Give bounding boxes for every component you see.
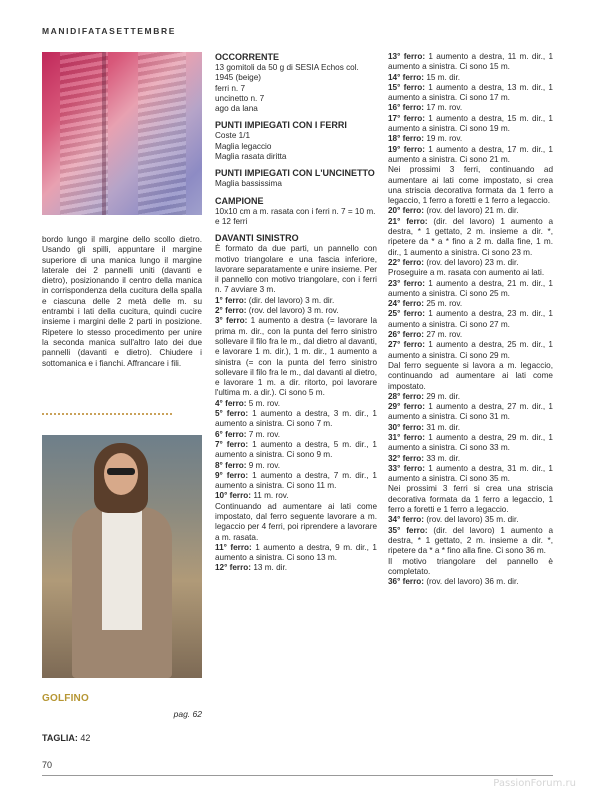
- sunglasses-shape: [107, 468, 135, 475]
- row-text: 1 aumento a destra, 13 m. dir., 1 aumento a sinistra. Ci sono 17 m.: [388, 82, 553, 103]
- row-label: 17° ferro:: [388, 113, 426, 123]
- row-text: 1 aumento a destra, 7 m. dir., 1 aumento a sinistra. Ci sono 11 m.: [215, 470, 377, 491]
- row-text: Dal ferro seguente si lavora a m. legaccio, continuando ad aumentare ai lati come impostato.: [388, 360, 553, 391]
- row-label: 33° ferro:: [388, 463, 426, 473]
- row-text: Nei prossimi 3 ferri si crea una striscia decorativa formata da 1 ferro a legaccio, 1 ferro a foretti e 1 ferro a legaccio.: [388, 484, 553, 515]
- instruction-row: [388, 515, 553, 525]
- row-text: 1 aumento a destra, 3 m. dir., 1 aumento a sinistra. Ci sono 7 m.: [215, 409, 377, 429]
- instruction-row: [215, 440, 377, 461]
- row-text: (rov. del lavoro) 36 m. dir.: [424, 577, 519, 587]
- row-label: 15° ferro:: [388, 82, 426, 92]
- row-text: (rov. del lavoro) 35 m. dir.: [424, 515, 519, 525]
- instruction-row: [215, 316, 377, 398]
- row-label: 5° ferro:: [215, 409, 249, 419]
- row-text: 13 m. dir.: [251, 563, 287, 573]
- instruction-row: [388, 279, 553, 300]
- instruction-row: [388, 577, 553, 587]
- row-text: 17 m. rov.: [424, 103, 463, 113]
- row-label: 30° ferro:: [388, 422, 425, 432]
- instruction-row: [388, 402, 553, 423]
- product-page-ref: pag. 62: [173, 709, 202, 719]
- row-label: 11° ferro:: [215, 542, 252, 552]
- instruction-row: [388, 103, 553, 113]
- row-text: (dir. del lavoro) 1 aumento a destra, * 1 gettato, 2 m. insieme a dir. *, ripetere da * a * fino a 2 m. dalla fine, 1 m. dir., 1 aumento a sinistra. Ci sono 23 m.: [388, 216, 553, 257]
- cable-pattern-right: [138, 52, 186, 215]
- instruction-row: [388, 454, 553, 464]
- row-label: 18° ferro:: [388, 134, 425, 144]
- row-label: 12° ferro:: [215, 563, 252, 573]
- row-text: 1 aumento a destra, 27 m. dir., 1 aumento a sinistra. Ci sono 31 m.: [388, 402, 553, 422]
- campione-text: 10x10 cm a m. rasata con i ferri n. 7 = 10 m. e 12 ferri: [215, 206, 376, 226]
- assembly-instructions: bordo lungo il margine dello scollo dietro. Usando gli spilli, appuntare il margine superiore di una manica lungo il margine laterale dei 2 pannelli uniti (davanti e dietro), posizionando il centro della manica in corrispondenza della cucitura della spalla e ciascuna delle 2 metà delle m. su entrambi i lati della cucitura, quindi cucire insieme i margini delle 2 parti in posizione. Ripetere lo stesso procedimento per unire la seconda manica sull'altro lato dei due pannelli (davanti e dietro). Chiudere i sottomanica e i fianchi. Affrancare i fili.: [42, 235, 202, 368]
- instruction-row: [388, 165, 553, 206]
- row-text: 19 m. rov.: [424, 134, 463, 144]
- instruction-row: [388, 299, 553, 309]
- dotted-divider: [42, 413, 172, 415]
- row-text: 5 m. rov.: [246, 398, 280, 408]
- davanti-intro: È formato da due parti, un pannello con motivo triangolare e una fascia inferiore, lavorare separatamente e unire insieme. Per il pannello con motivo triangolare, con i ferri n. 7 avviare 3 m.: [215, 244, 377, 295]
- section-title-occorrente: OCCORRENTE: [215, 52, 280, 62]
- instruction-row: [388, 464, 553, 485]
- row-text: (rov. del lavoro) 23 m. dir.: [424, 257, 519, 267]
- punti-ferri-line: Coste 1/1: [215, 131, 251, 141]
- row-label: 22° ferro:: [388, 257, 425, 267]
- shirt-inner-shape: [102, 510, 142, 630]
- row-text: Proseguire a m. rasata con aumento ai lati.: [388, 268, 545, 278]
- row-label: 34° ferro:: [388, 515, 425, 525]
- row-label: 36° ferro:: [388, 577, 425, 587]
- row-text: 1 aumento a destra, 21 m. dir., 1 aumento a sinistra. Ci sono 25 m.: [388, 278, 553, 298]
- instruction-row: [215, 471, 377, 492]
- size-label: TAGLIA:: [42, 733, 78, 743]
- row-text: 7 m. rov.: [246, 429, 280, 439]
- row-label: 10° ferro:: [215, 491, 252, 501]
- instruction-row: [388, 206, 553, 216]
- row-text: 1 aumento a destra, 17 m. dir., 1 aumento a sinistra. Ci sono 21 m.: [388, 144, 553, 164]
- section-title-punti-uncinetto: PUNTI IMPIEGATI CON L'UNCINETTO: [215, 168, 375, 179]
- instruction-row: [388, 433, 553, 454]
- col3-row-list: [388, 52, 553, 587]
- row-label: 31° ferro:: [388, 432, 426, 442]
- section-title-davanti: DAVANTI SINISTRO: [215, 233, 299, 244]
- row-label: 29° ferro:: [388, 402, 426, 412]
- row-text: 1 aumento a destra, 15 m. dir., 1 aumento a sinistra. Ci sono 19 m.: [388, 113, 553, 134]
- instruction-row: [388, 52, 553, 73]
- instruction-row: [388, 258, 553, 268]
- row-label: 6° ferro:: [215, 429, 247, 439]
- instruction-row: [215, 502, 377, 543]
- row-text: 15 m. dir.: [424, 72, 460, 82]
- instruction-row: [388, 268, 553, 278]
- row-label: 32° ferro:: [388, 453, 425, 463]
- punti-ferri-line: Maglia legaccio: [215, 141, 272, 151]
- size-value: 42: [80, 733, 91, 743]
- row-text: Continuando ad aumentare ai lati come impostato, dal ferro seguente lavorare a m. legaccio per 4 ferri, poi riprendere a lavorare a m. rasata.: [215, 501, 377, 542]
- row-text: 9 m. rov.: [246, 460, 280, 470]
- row-text: Il motivo triangolare del pannello è completato.: [388, 556, 553, 576]
- instruction-row: [215, 409, 377, 430]
- row-label: 13° ferro:: [388, 52, 426, 61]
- instruction-row: [388, 361, 553, 392]
- row-label: 21° ferro:: [388, 216, 428, 226]
- instruction-row: [215, 461, 377, 471]
- row-text: (rov. del lavoro) 3 m. rov.: [246, 306, 339, 316]
- footer-rule: [42, 775, 553, 776]
- row-text: 33 m. dir.: [424, 453, 460, 463]
- row-text: (rov. del lavoro) 21 m. dir.: [424, 206, 519, 216]
- row-label: 23° ferro:: [388, 278, 426, 288]
- row-label: 4° ferro:: [215, 398, 247, 408]
- occorrente-line: uncinetto n. 7: [215, 93, 265, 103]
- row-label: 35° ferro:: [388, 525, 428, 535]
- knit-detail-photo: [42, 52, 202, 215]
- row-label: 19° ferro:: [388, 144, 426, 154]
- col2-row-list: [215, 296, 377, 574]
- row-label: 14° ferro:: [388, 72, 425, 82]
- magazine-month: SETTEMBRE: [109, 26, 176, 36]
- row-text: 1 aumento a destra (= lavorare la prima m. dir., con la punta del ferro sinistro sollevare il filo fra le m., dal dietro al davanti, e lavorare 1 m. dir.), 1 m. dir., 1 aumento a sinistra (= con la punta del ferro sinistro sollevare il filo fra le m., dal davanti al dietro, e lavorare 1 m. a dir. ritorto, poi lavorare l'ultima m. a dir.). Ci sono 5 m.: [215, 316, 378, 398]
- page-number: 70: [42, 760, 53, 770]
- section-title-punti-ferri: PUNTI IMPIEGATI CON I FERRI: [215, 120, 347, 131]
- product-size: [42, 733, 90, 743]
- instruction-row: [215, 491, 377, 501]
- row-text: 11 m. rov.: [251, 491, 289, 501]
- row-label: 8° ferro:: [215, 460, 247, 470]
- magazine-header: [42, 26, 176, 36]
- row-label: 26° ferro:: [388, 330, 425, 340]
- row-text: 1 aumento a destra, 23 m. dir., 1 aumento a sinistra. Ci sono 27 m.: [388, 309, 553, 329]
- punti-ferri-line: Maglia rasata diritta: [215, 152, 287, 162]
- row-text: 1 aumento a destra, 25 m. dir., 1 aumento a sinistra. Ci sono 29 m.: [388, 340, 553, 360]
- row-text: (dir. del lavoro) 3 m. dir.: [246, 295, 335, 305]
- row-label: 25° ferro:: [388, 309, 426, 319]
- row-text: (dir. del lavoro) 1 aumento a destra, * 1 gettato, 2 m. insieme a dir. *, ripetere da * a * fino alla fine. Ci sono 36 m.: [388, 525, 553, 556]
- row-text: 31 m. dir.: [424, 422, 460, 432]
- occorrente-line: ago da lana: [215, 104, 258, 114]
- occorrente-line: ferri n. 7: [215, 83, 246, 93]
- instruction-row: [215, 399, 377, 409]
- row-label: 9° ferro:: [215, 470, 249, 480]
- instruction-row: [215, 543, 377, 564]
- row-text: 1 aumento a destra, 29 m. dir., 1 aumento a sinistra. Ci sono 33 m.: [388, 432, 553, 453]
- row-label: 1° ferro:: [215, 295, 247, 305]
- row-label: 28° ferro:: [388, 391, 425, 401]
- instruction-row: [215, 296, 377, 306]
- rows-column: [388, 52, 553, 587]
- instruction-row: [388, 423, 553, 433]
- instruction-row: [388, 526, 553, 557]
- row-text: Nei prossimi 3 ferri, continuando ad aumentare ai lati come impostato, si crea una striscia decorativa formata da 1 ferro a legaccio, 1 ferro a foretti e 1 ferro a legaccio.: [388, 165, 553, 206]
- instruction-row: [388, 73, 553, 83]
- instruction-row: [388, 484, 553, 515]
- occorrente-line: 13 gomitoli da 50 g di SESIA Echos col. 1945 (beige): [215, 63, 359, 83]
- instruction-row: [388, 114, 553, 135]
- row-text: 25 m. rov.: [424, 299, 463, 309]
- row-label: 20° ferro:: [388, 206, 425, 216]
- instruction-row: [388, 330, 553, 340]
- punti-uncinetto-line: Maglia bassissima: [215, 179, 282, 189]
- instruction-row: [388, 557, 553, 578]
- row-text: 29 m. dir.: [424, 391, 460, 401]
- watermark: PassionForum.ru: [493, 778, 576, 789]
- instruction-row: [388, 83, 553, 104]
- product-name: GOLFINO: [42, 693, 89, 704]
- row-label: 24° ferro:: [388, 299, 425, 309]
- row-label: 7° ferro:: [215, 439, 249, 449]
- instruction-row: [388, 217, 553, 258]
- instruction-row: [388, 134, 553, 144]
- instruction-row: [215, 430, 377, 440]
- row-text: 1 aumento a destra, 5 m. dir., 1 aumento a sinistra. Ci sono 9 m.: [215, 439, 377, 460]
- model-photo: [42, 435, 202, 678]
- row-label: 27° ferro:: [388, 340, 426, 350]
- row-text: 1 aumento a destra, 9 m. dir., 1 aumento a sinistra. Ci sono 13 m.: [215, 542, 377, 563]
- section-title-campione: CAMPIONE: [215, 195, 264, 206]
- row-text: 1 aumento a destra, 31 m. dir., 1 aumento a sinistra. Ci sono 35 m.: [388, 463, 553, 484]
- cable-pattern-left: [60, 52, 108, 215]
- row-label: 3° ferro:: [215, 316, 248, 326]
- row-label: 16° ferro:: [388, 103, 425, 113]
- knit-seam: [102, 52, 106, 215]
- magazine-name: MANIDIFATA: [42, 26, 110, 36]
- instruction-row: [388, 145, 553, 166]
- row-text: 27 m. rov.: [424, 330, 463, 340]
- instruction-row: [388, 340, 553, 361]
- row-text: 1 aumento a destra, 11 m. dir., 1 aumento a sinistra. Ci sono 15 m.: [388, 52, 553, 72]
- instruction-row: [388, 392, 553, 402]
- instruction-row: [388, 309, 553, 330]
- instruction-row: [215, 306, 377, 316]
- instruction-row: [215, 563, 377, 573]
- row-label: 2° ferro:: [215, 306, 247, 316]
- materials-column: [215, 52, 377, 574]
